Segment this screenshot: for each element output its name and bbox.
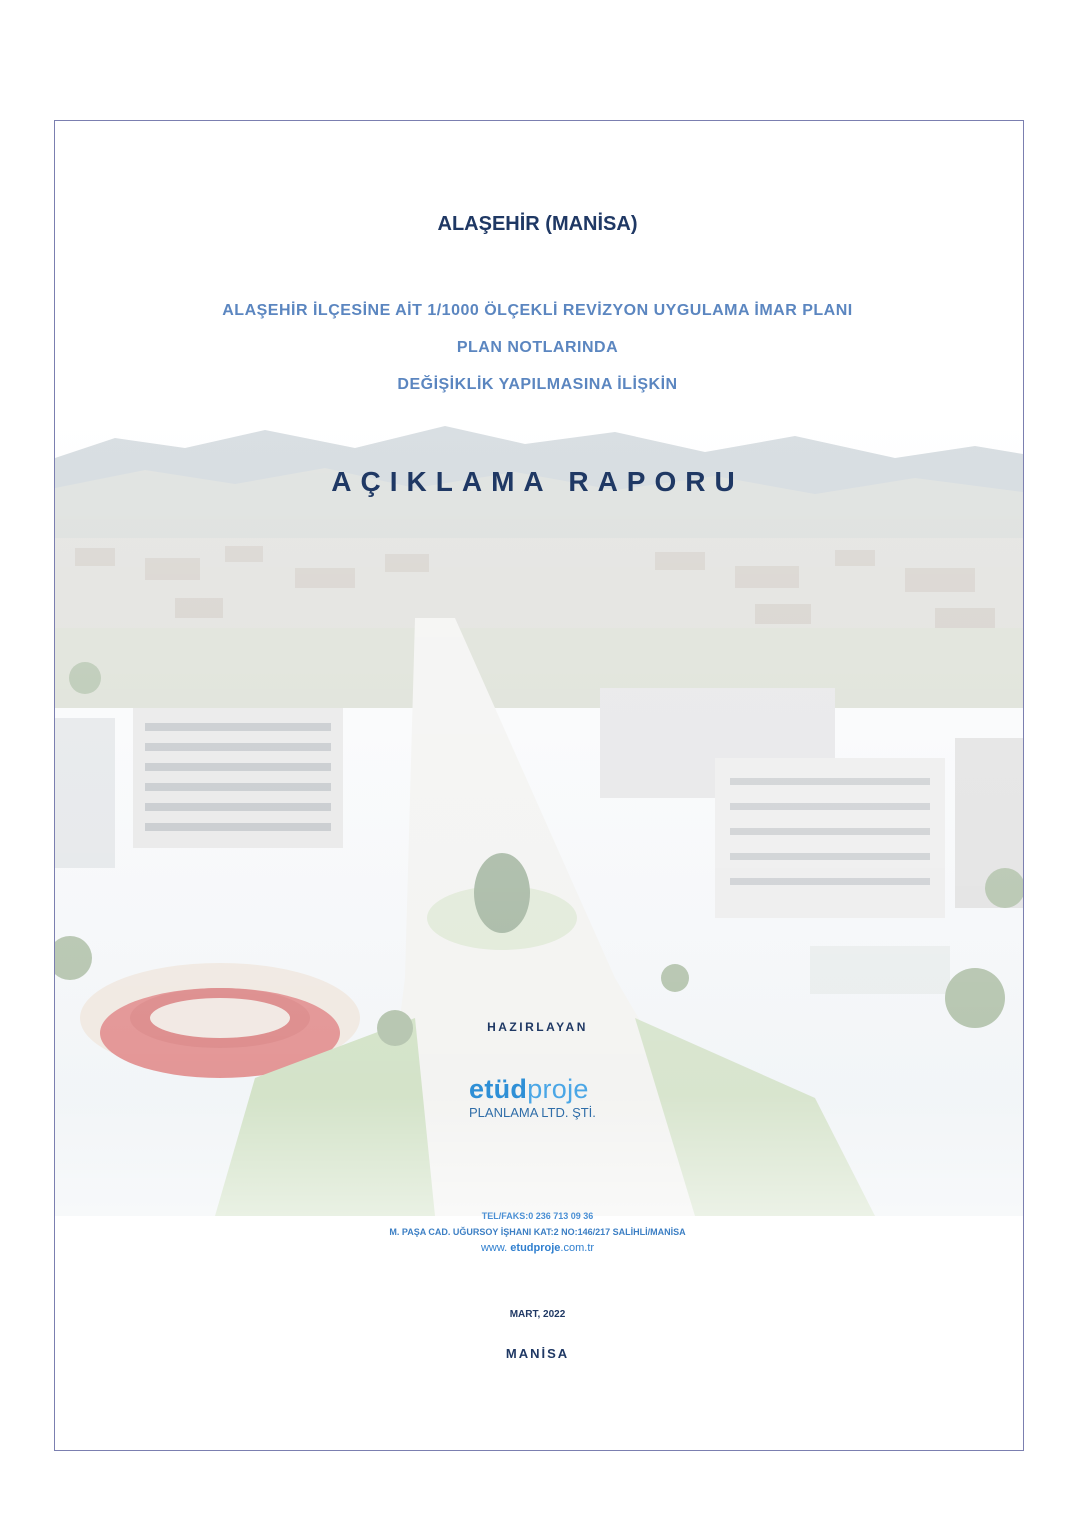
contact-phone: TEL/FAKS:0 236 713 09 36 [481,1211,594,1221]
report-date: MART, 2022 [509,1309,566,1320]
subtitle-line-3: DEĞİŞİKLİK YAPILMASINA İLİŞKİN [397,376,678,393]
prepared-by-label: HAZIRLAYAN [487,1020,588,1034]
city-footer: MANİSA [505,1346,570,1361]
company-logo-wordmark [469,1074,649,1104]
company-logo-subtitle: PLANLAMA LTD. ŞTİ. [469,1105,596,1120]
district-title: ALAŞEHİR (MANİSA) [437,213,638,235]
logo-thin-part: proje [527,1074,589,1104]
company-logo [469,1074,649,1120]
contact-address: M. PAŞA CAD. UĞURSOY İŞHANI KAT:2 NO:146/217 SALİHLİ/MANİSA [389,1227,686,1237]
website-prefix: www. [480,1242,511,1254]
website-domain: etudproje [510,1242,561,1254]
subtitle-line-2: PLAN NOTLARINDA [456,339,619,356]
website-suffix: .com.tr [560,1242,595,1254]
logo-bold-part: etüd [469,1074,528,1104]
contact-website[interactable] [0,1242,1075,1254]
report-title: AÇIKLAMA RAPORU [331,466,744,497]
subtitle-line-1: ALAŞEHİR İLÇESİNE AİT 1/1000 ÖLÇEKLİ REVİZYON UYGULAMA İMAR PLANI [222,302,853,319]
